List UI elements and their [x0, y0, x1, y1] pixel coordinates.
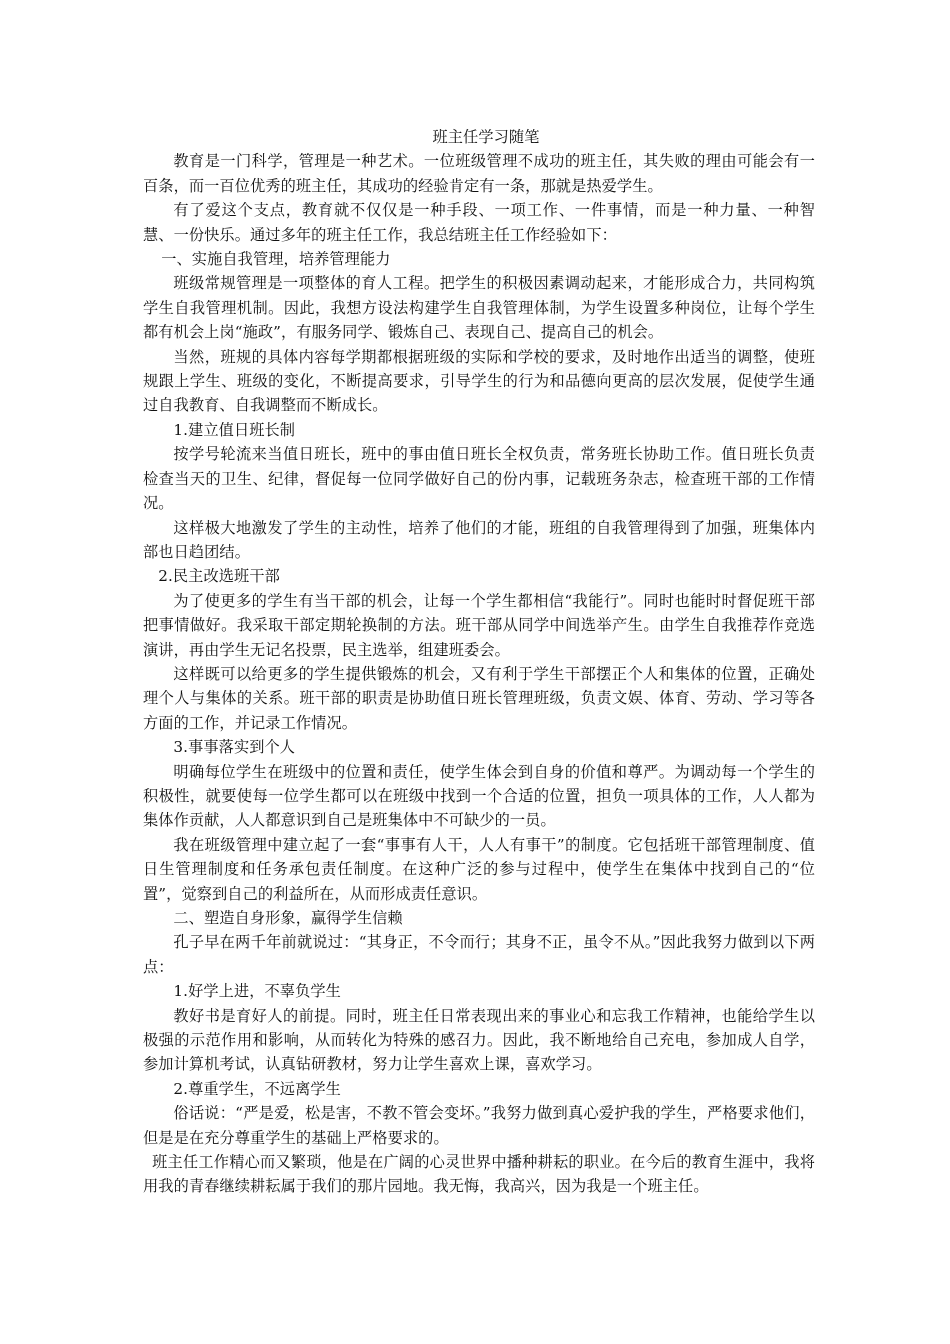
paragraph-study: 教好书是育好人的前提。同时，班主任日常表现出来的事业心和忘我工作精神，也能给学生以极强的示范作用和影响，从而转化为特殊的感召力。因此，我不断地给自己充电，参加成人自学，参加计算机考试，认真钻研教材，努力让学生喜欢上课，喜欢学习。: [143, 1006, 815, 1074]
paragraph-system: 我在班级管理中建立起了一套“事事有人干，人人有事干”的制度。它包括班干部管理制度、值日生管理制度和任务承包责任制度。在这种广泛的参与过程中，使学生在集体中找到自己的“位置”，觉察到自己的利益所在，从而形成责任意识。: [143, 835, 815, 903]
document-body: [143, 125, 815, 1199]
section-heading-1: 一、实施自我管理，培养管理能力: [161, 250, 391, 269]
paragraph-conclusion: 班主任工作精心而又繁琐，他是在广阔的心灵世界中播种耕耘的职业。在今后的教育生涯中，我将用我的青春继续耕耘属于我们的那片园地。我无悔，我高兴，因为我是一个班主任。: [143, 1153, 815, 1196]
paragraph-class-rules: 当然，班规的具体内容每学期都根据班级的实际和学校的要求，及时地作出适当的调整，使班规跟上学生、班级的变化，不断提高要求，引导学生的行为和品德向更高的层次发展，促使学生通过自我教育、自我调整而不断成长。: [143, 347, 815, 415]
subheading-2-2: 2.尊重学生，不远离学生: [173, 1079, 341, 1098]
subheading-1-1: 1.建立值日班长制: [173, 420, 296, 439]
subheading-2-1: 1.好学上进，不辜负学生: [173, 982, 341, 1001]
paragraph-intro: 教育是一门科学，管理是一种艺术。一位班级管理不成功的班主任，其失败的理由可能会有一百条，而一百位优秀的班主任，其成功的经验肯定有一条，那就是热爱学生。: [143, 152, 815, 195]
paragraph-election: 为了使更多的学生有当干部的机会，让每一个学生都相信“我能行”。同时也能时时督促班干部把事情做好。我采取干部定期轮换制的方法。班干部从同学中间选举产生。由学生自我推荐作竞选演讲，再由学生无记名投票，民主选举，组建班委会。: [143, 591, 815, 659]
paragraph-confucius: 孔子早在两千年前就说过：“其身正，不令而行；其身不正，虽令不从。”因此我努力做到以下两点：: [143, 933, 815, 976]
subheading-1-2: 2.民主改选班干部: [158, 567, 280, 586]
subheading-1-3: 3.事事落实到个人: [173, 738, 296, 757]
paragraph-duty-monitor: 按学号轮流来当值日班长，班中的事由值日班长全权负责，常务班长协助工作。值日班长负责检查当天的卫生、纪律，督促每一位同学做好自己的份内事，记载班务杂志，检查班干部的工作情况。: [143, 445, 815, 513]
paragraph-respect: 俗话说：“严是爱，松是害，不教不管会变坏。”我努力做到真心爱护我的学生，严格要求他们，但是是在充分尊重学生的基础上严格要求的。: [143, 1104, 815, 1147]
paragraph-election-effect: 这样既可以给更多的学生提供锻炼的机会，又有利于学生干部摆正个人和集体的位置，正确处理个人与集体的关系。班干部的职责是协助值日班长管理班级，负责文娱、体育、劳动、学习等各方面的工作，并记录工作情况。: [143, 664, 815, 732]
paragraph-routine-management: 班级常规管理是一项整体的育人工程。把学生的积极因素调动起来，才能形成合力，共同构筑学生自我管理机制。因此，我想方设法构建学生自我管理体制，为学生设置多种岗位，让每个学生都有机会上岗“施政”，有服务同学、锻炼自己、表现自己、提高自己的机会。: [143, 274, 815, 342]
document-title: 班主任学习随笔: [432, 128, 540, 146]
paragraph-responsibility: 明确每位学生在班级中的位置和责任，使学生体会到自身的价值和尊严。为调动每一个学生的积极性，就要使每一位学生都可以在班级中找到一个合适的位置，担负一项具体的工作，人人都为集体作贡献，人人都意识到自己是班集体中不可缺少的一员。: [143, 762, 815, 830]
paragraph-duty-effect: 这样极大地激发了学生的主动性，培养了他们的才能，班组的自我管理得到了加强，班集体内部也日趋团结。: [143, 518, 815, 561]
paragraph-love-fulcrum: 有了爱这个支点，教育就不仅仅是一种手段、一项工作、一件事情，而是一种力量、一种智慧、一份快乐。通过多年的班主任工作，我总结班主任工作经验如下：: [143, 201, 815, 244]
section-heading-2: 二、塑造自身形象，赢得学生信赖: [173, 909, 403, 927]
